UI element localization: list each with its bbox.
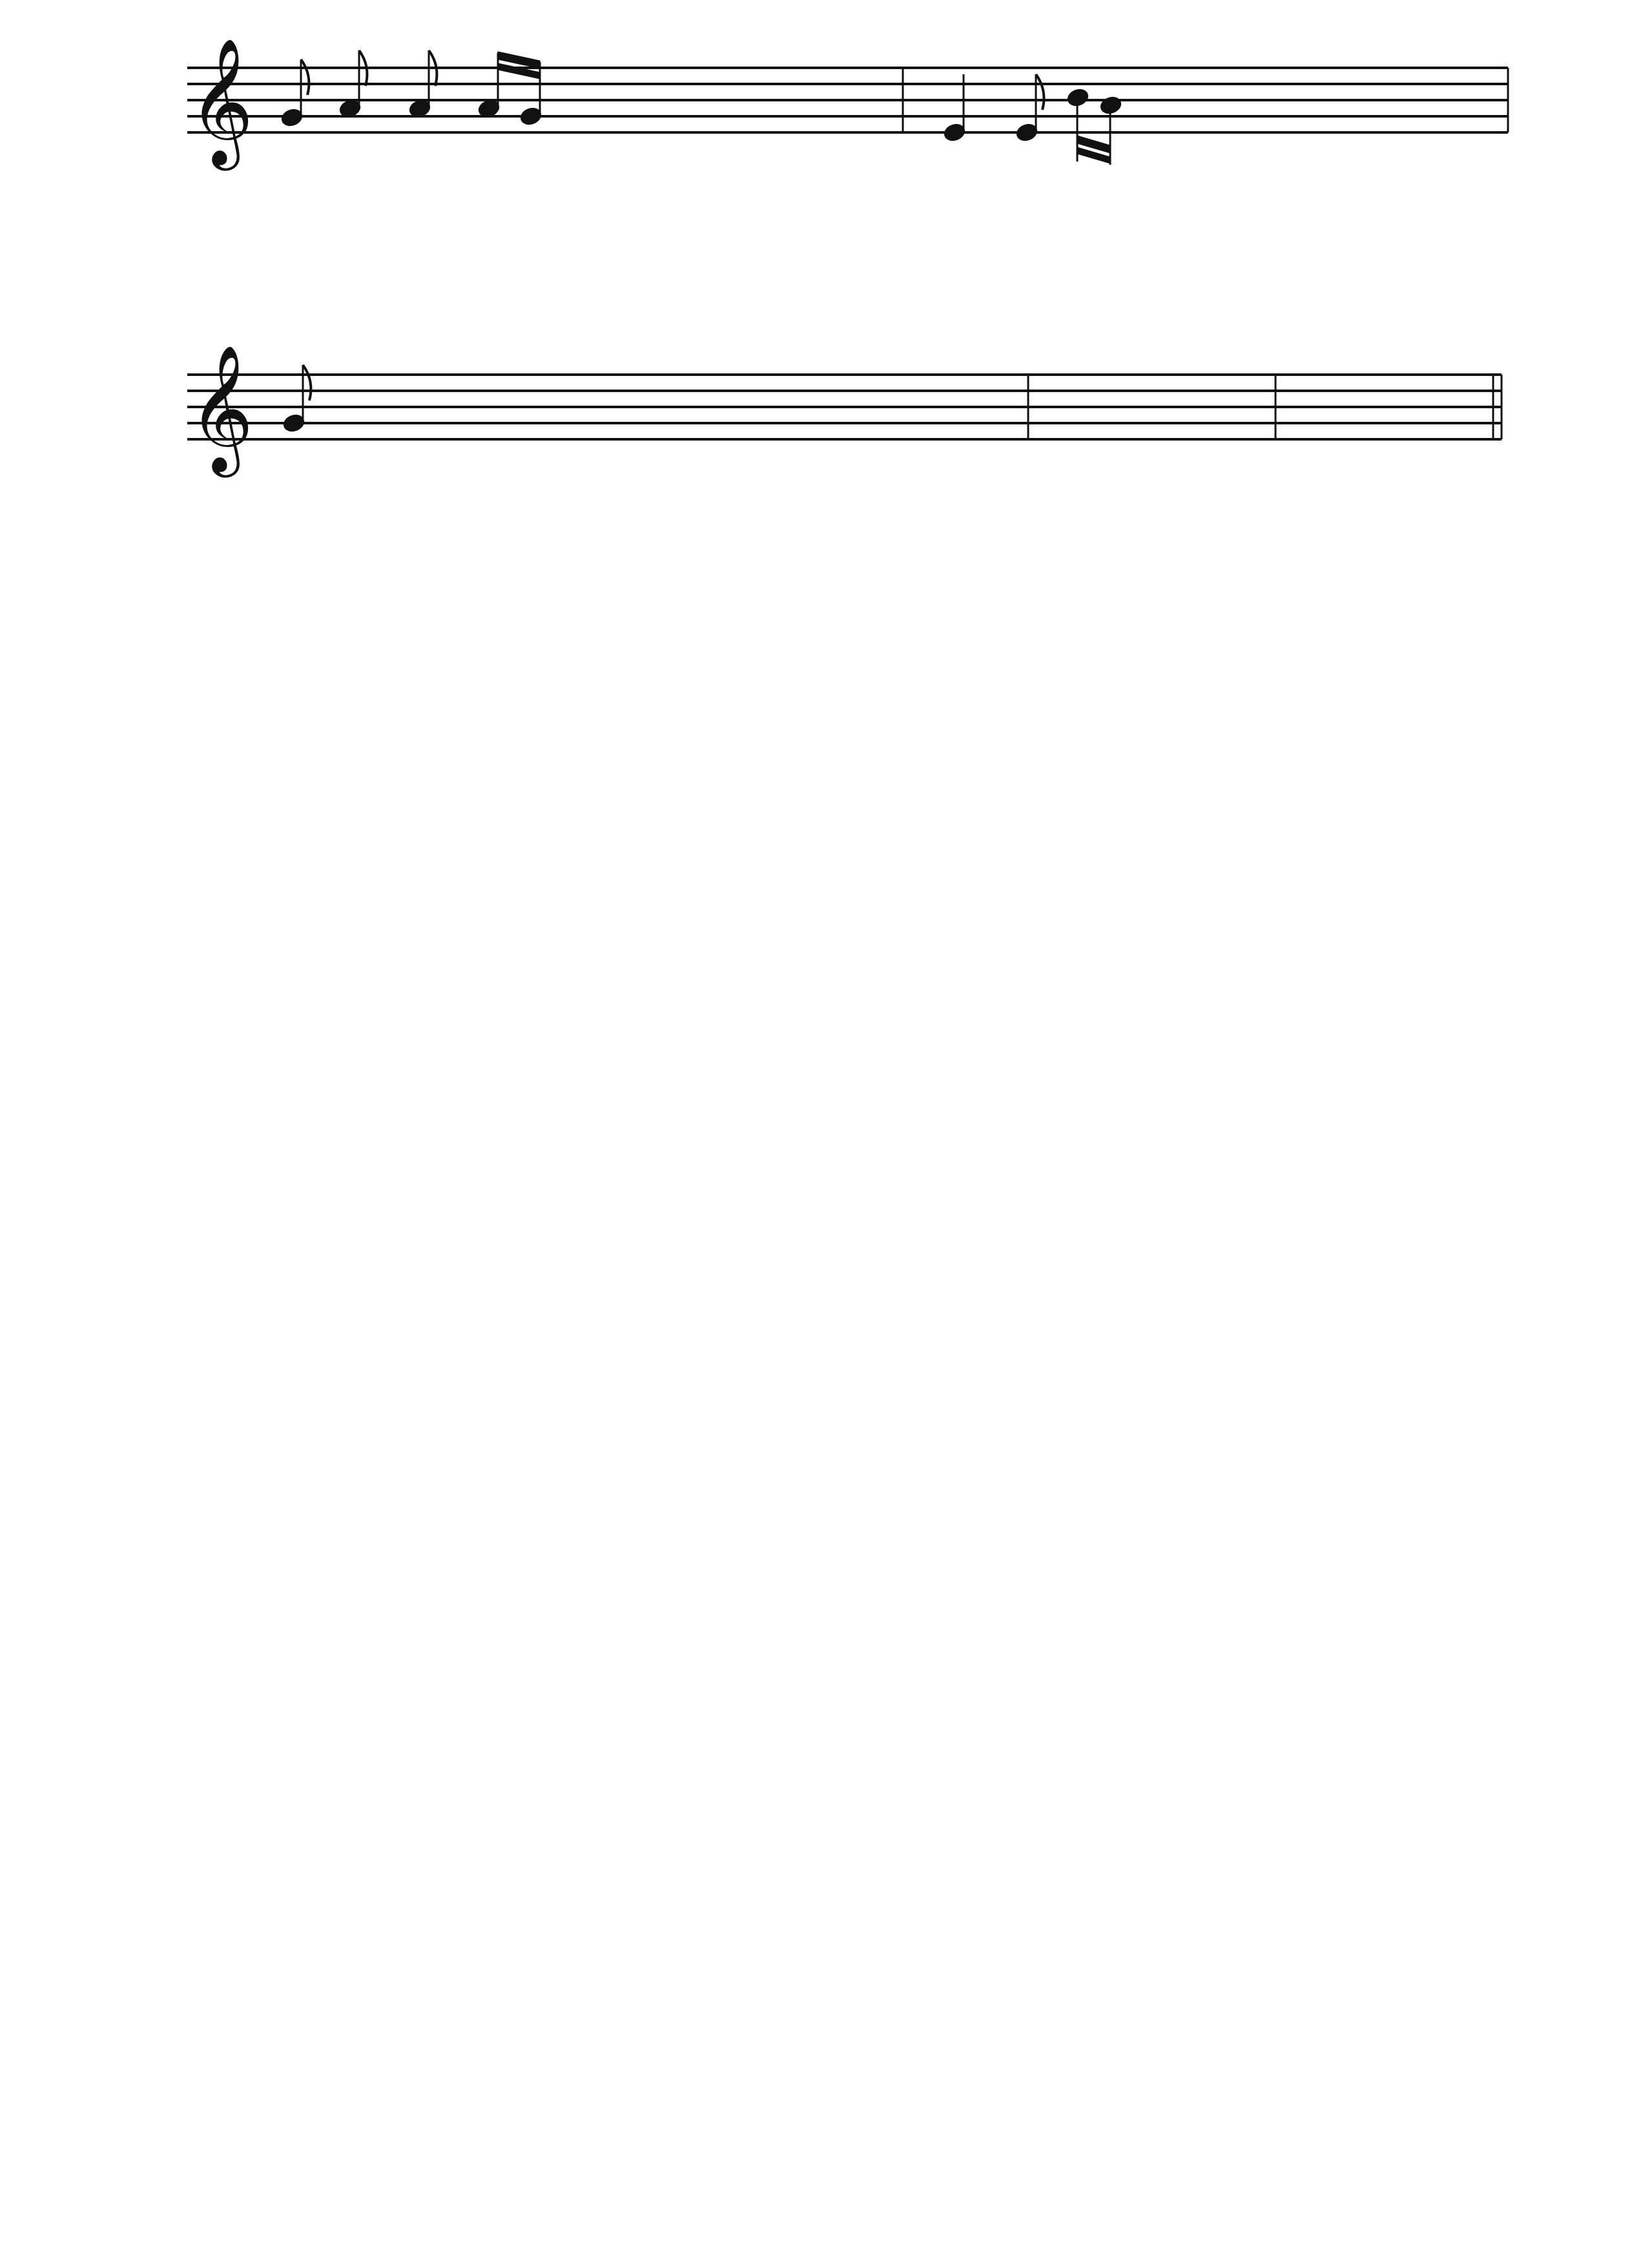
verse-lines xyxy=(0,174,1652,329)
staff-2 xyxy=(0,336,1652,646)
treble-clef-icon: 𝄞 xyxy=(189,37,254,165)
treble-clef-icon: 𝄞 xyxy=(189,344,254,472)
